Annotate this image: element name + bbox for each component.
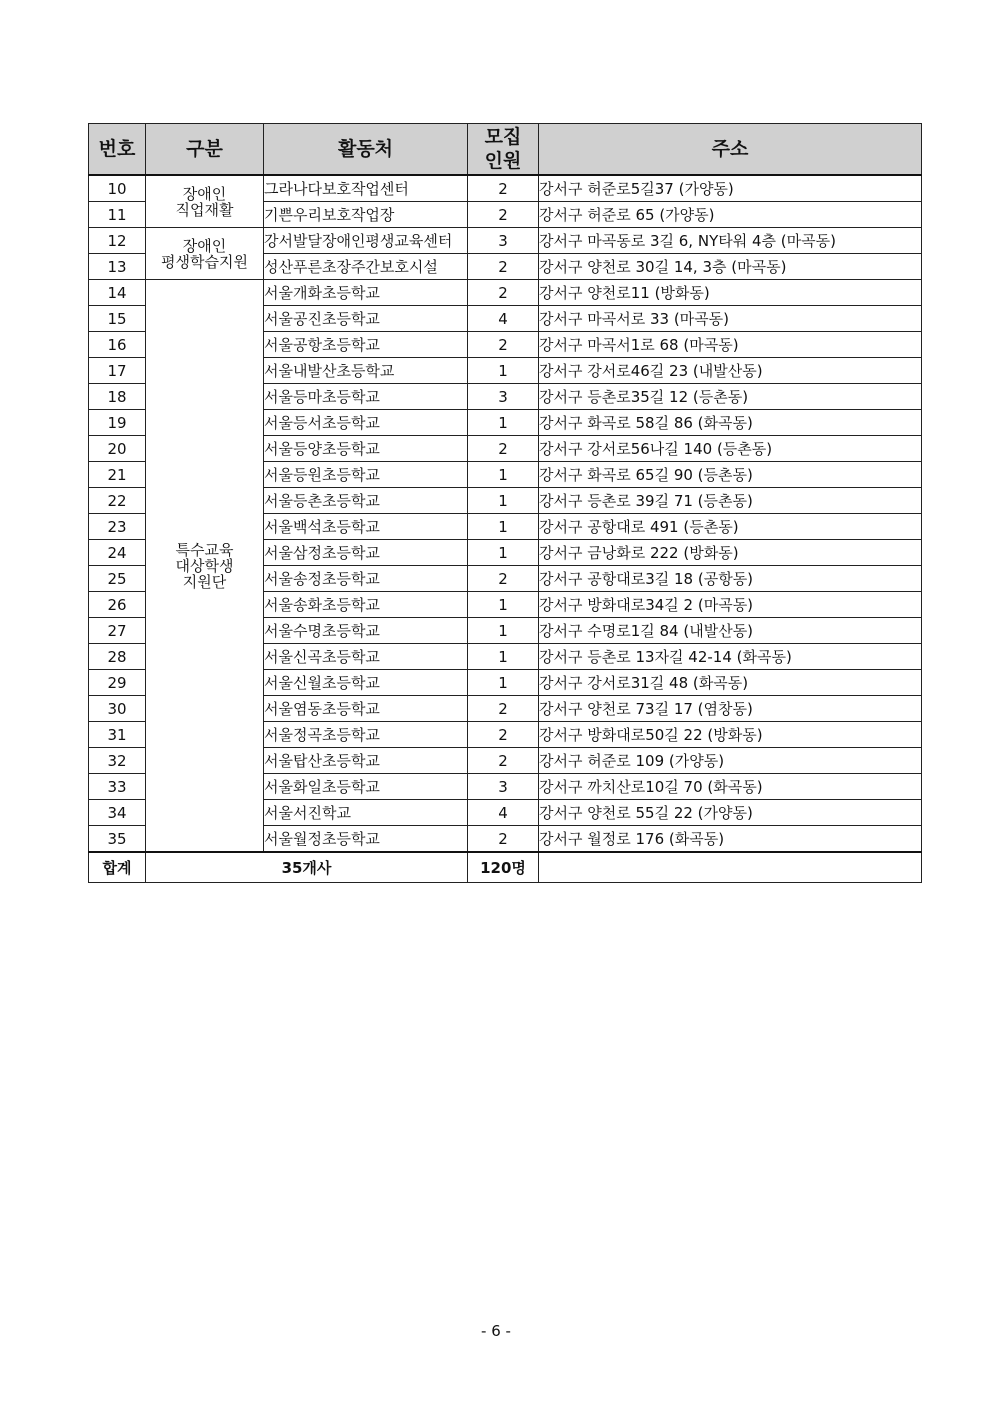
recruit-count: 1 (468, 514, 539, 540)
address: 강서구 허준로 109 (가양동) (539, 748, 922, 774)
recruit-count: 4 (468, 306, 539, 332)
row-number: 23 (89, 514, 146, 540)
place-name: 서울등촌초등학교 (264, 488, 468, 514)
address: 강서구 공항대로3길 18 (공항동) (539, 566, 922, 592)
volunteer-sites-table (88, 123, 922, 883)
place-name: 기쁜우리보호작업장 (264, 202, 468, 228)
recruit-count: 2 (468, 202, 539, 228)
header-place: 활동처 (264, 124, 468, 176)
category-cell (146, 175, 264, 228)
row-number: 28 (89, 644, 146, 670)
address: 강서구 양천로11 (방화동) (539, 280, 922, 306)
recruit-count: 2 (468, 436, 539, 462)
recruit-count: 1 (468, 358, 539, 384)
place-name: 서울정곡초등학교 (264, 722, 468, 748)
recruit-count: 2 (468, 826, 539, 853)
row-number: 22 (89, 488, 146, 514)
recruit-count: 2 (468, 696, 539, 722)
place-name: 그라나다보호작업센터 (264, 175, 468, 202)
place-name: 서울개화초등학교 (264, 280, 468, 306)
address: 강서구 등촌로 39길 71 (등촌동) (539, 488, 922, 514)
total-places: 35개사 (146, 852, 468, 883)
page-number: - 6 - (481, 1322, 511, 1340)
place-name: 서울삼정초등학교 (264, 540, 468, 566)
table-header-row (89, 124, 922, 176)
address: 강서구 화곡로 65길 90 (등촌동) (539, 462, 922, 488)
address: 강서구 월정로 176 (화곡동) (539, 826, 922, 853)
row-number: 29 (89, 670, 146, 696)
address: 강서구 까치산로10길 70 (화곡동) (539, 774, 922, 800)
recruit-count: 1 (468, 462, 539, 488)
row-number: 20 (89, 436, 146, 462)
place-name: 서울송화초등학교 (264, 592, 468, 618)
address: 강서구 강서로31길 48 (화곡동) (539, 670, 922, 696)
place-name: 서울백석초등학교 (264, 514, 468, 540)
place-name: 서울화일초등학교 (264, 774, 468, 800)
category-label-line: 특수교육 (175, 540, 234, 559)
recruit-count: 4 (468, 800, 539, 826)
row-number: 12 (89, 228, 146, 254)
row-number: 21 (89, 462, 146, 488)
place-name: 서울등양초등학교 (264, 436, 468, 462)
row-number: 27 (89, 618, 146, 644)
place-name: 서울등서초등학교 (264, 410, 468, 436)
recruit-count: 1 (468, 488, 539, 514)
address: 강서구 강서로46길 23 (내발산동) (539, 358, 922, 384)
row-number: 26 (89, 592, 146, 618)
category-label-line: 대상학생 (175, 556, 234, 575)
place-name: 서울송정초등학교 (264, 566, 468, 592)
header-recruit-line2: 인원 (484, 150, 522, 172)
place-name: 서울신곡초등학교 (264, 644, 468, 670)
row-number: 13 (89, 254, 146, 280)
row-number: 24 (89, 540, 146, 566)
recruit-count: 1 (468, 410, 539, 436)
place-name: 강서발달장애인평생교육센터 (264, 228, 468, 254)
recruit-count: 2 (468, 280, 539, 306)
place-name: 서울등마초등학교 (264, 384, 468, 410)
category-label-line: 장애인 (182, 236, 227, 255)
address: 강서구 화곡로 58길 86 (화곡동) (539, 410, 922, 436)
recruit-count: 3 (468, 384, 539, 410)
place-name: 성산푸른초장주간보호시설 (264, 254, 468, 280)
address: 강서구 공항대로 491 (등촌동) (539, 514, 922, 540)
category-label-line: 평생학습지원 (161, 252, 248, 271)
row-number: 14 (89, 280, 146, 306)
row-number: 33 (89, 774, 146, 800)
place-name: 서울공항초등학교 (264, 332, 468, 358)
total-count: 120명 (468, 852, 539, 883)
address: 강서구 마곡서1로 68 (마곡동) (539, 332, 922, 358)
header-category: 구분 (146, 124, 264, 176)
address: 강서구 허준로 65 (가양동) (539, 202, 922, 228)
row-number: 25 (89, 566, 146, 592)
row-number: 16 (89, 332, 146, 358)
address: 강서구 양천로 55길 22 (가양동) (539, 800, 922, 826)
table-row (89, 175, 922, 202)
place-name: 서울등원초등학교 (264, 462, 468, 488)
address: 강서구 양천로 73길 17 (염창동) (539, 696, 922, 722)
table-row (89, 228, 922, 254)
recruit-count: 2 (468, 254, 539, 280)
address: 강서구 방화대로50길 22 (방화동) (539, 722, 922, 748)
address: 강서구 등촌로35길 12 (등촌동) (539, 384, 922, 410)
recruit-count: 2 (468, 175, 539, 202)
category-label-line: 장애인 (182, 184, 227, 203)
row-number: 19 (89, 410, 146, 436)
category-label-line: 지원단 (182, 572, 227, 591)
category-cell (146, 280, 264, 853)
recruit-count: 3 (468, 774, 539, 800)
recruit-count: 1 (468, 592, 539, 618)
total-row (89, 852, 922, 883)
place-name: 서울염동초등학교 (264, 696, 468, 722)
place-name: 서울신월초등학교 (264, 670, 468, 696)
place-name: 서울내발산초등학교 (264, 358, 468, 384)
header-address: 주소 (539, 124, 922, 176)
row-number: 11 (89, 202, 146, 228)
category-label-line: 직업재활 (175, 200, 234, 219)
recruit-count: 1 (468, 670, 539, 696)
total-label: 합계 (89, 852, 146, 883)
header-recruit (468, 124, 539, 176)
recruit-count: 2 (468, 748, 539, 774)
recruit-count: 1 (468, 540, 539, 566)
place-name: 서울공진초등학교 (264, 306, 468, 332)
recruit-count: 2 (468, 722, 539, 748)
recruit-count: 3 (468, 228, 539, 254)
recruit-count: 1 (468, 644, 539, 670)
recruit-count: 2 (468, 332, 539, 358)
address: 강서구 등촌로 13자길 42-14 (화곡동) (539, 644, 922, 670)
row-number: 35 (89, 826, 146, 853)
header-recruit-line1: 모집 (484, 126, 522, 148)
address: 강서구 마곡서로 33 (마곡동) (539, 306, 922, 332)
table-row (89, 280, 922, 306)
row-number: 30 (89, 696, 146, 722)
header-no: 번호 (89, 124, 146, 176)
address: 강서구 강서로56나길 140 (등촌동) (539, 436, 922, 462)
recruit-count: 1 (468, 618, 539, 644)
address: 강서구 허준로5길37 (가양동) (539, 175, 922, 202)
recruit-count: 2 (468, 566, 539, 592)
address: 강서구 금낭화로 222 (방화동) (539, 540, 922, 566)
category-cell (146, 228, 264, 280)
row-number: 31 (89, 722, 146, 748)
place-name: 서울서진학교 (264, 800, 468, 826)
row-number: 17 (89, 358, 146, 384)
place-name: 서울수명초등학교 (264, 618, 468, 644)
address: 강서구 마곡동로 3길 6, NY타워 4층 (마곡동) (539, 228, 922, 254)
row-number: 34 (89, 800, 146, 826)
address: 강서구 방화대로34길 2 (마곡동) (539, 592, 922, 618)
row-number: 15 (89, 306, 146, 332)
row-number: 18 (89, 384, 146, 410)
place-name: 서울탑산초등학교 (264, 748, 468, 774)
total-address (539, 852, 922, 883)
address: 강서구 수명로1길 84 (내발산동) (539, 618, 922, 644)
row-number: 32 (89, 748, 146, 774)
row-number: 10 (89, 175, 146, 202)
place-name: 서울월정초등학교 (264, 826, 468, 853)
address: 강서구 양천로 30길 14, 3층 (마곡동) (539, 254, 922, 280)
